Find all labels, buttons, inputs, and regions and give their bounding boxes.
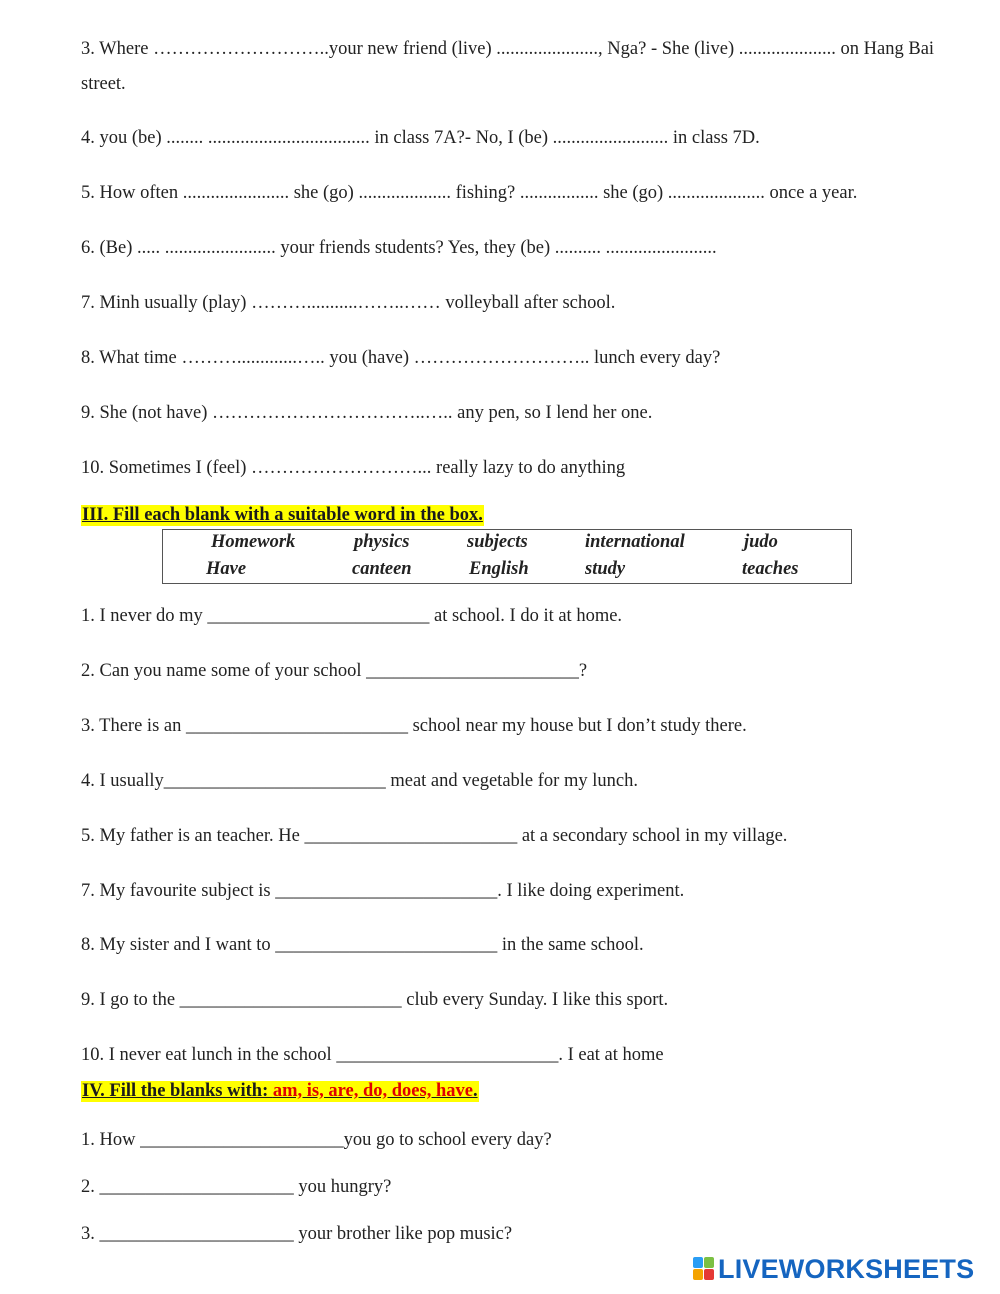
exercise-iii-item: 5. My father is an teacher. He _______________________ at a secondary school in my village. xyxy=(81,826,788,846)
exercise-iv-item: 1. How ______________________you go to school every day? xyxy=(81,1130,552,1150)
exercise-ii-item-10: 10. Sometimes I (feel) ………………………... really lazy to do anything xyxy=(81,458,626,478)
word-box-word: English xyxy=(469,559,529,579)
word-box-word: teaches xyxy=(742,559,799,579)
exercise-ii-item-9: 9. She (not have) ……………………………..….. any pen, so I lend her one. xyxy=(81,403,653,423)
exercise-ii-item-4: 4. you (be) ........ ................................... in class 7A?- No, I (be) ......................... in class 7D. xyxy=(81,128,760,148)
exercise-iii-item: 4. I usually________________________ meat and vegetable for my lunch. xyxy=(81,771,638,791)
exercise-iii-item: 8. My sister and I want to ________________________ in the same school. xyxy=(81,935,644,955)
exercise-ii-item-7: 7. Minh usually (play) ………...........……..…… volleyball after school. xyxy=(81,293,616,313)
word-box-word: judo xyxy=(744,532,778,552)
exercise-ii-item-3: 3. Where ………………………..your new friend (live) ......................, Nga? - She (live) ..................... on Hang Bai street. xyxy=(81,39,935,94)
section-iv-heading-suffix: . xyxy=(472,1081,478,1101)
blocks-icon xyxy=(693,1257,715,1281)
exercise-iii-item: 10. I never eat lunch in the school ________________________. I eat at home xyxy=(81,1045,664,1065)
section-iv-heading-words: am, is, are, do, does, have xyxy=(272,1081,473,1101)
word-box-word: physics xyxy=(354,532,410,552)
exercise-iii-item: 2. Can you name some of your school _______________________? xyxy=(81,661,588,681)
word-box-word: international xyxy=(585,532,685,552)
exercise-iii-item: 1. I never do my ________________________ at school. I do it at home. xyxy=(81,606,623,626)
section-iv-heading-prefix: IV. Fill the blanks with: xyxy=(82,1081,273,1101)
exercise-ii-item-6: 6. (Be) ..... ........................ your friends students? Yes, they (be) .......... ........................ xyxy=(81,238,717,258)
logo-text: LIVEWORKSHEETS xyxy=(718,1253,975,1284)
exercise-ii-item-8: 8. What time ……….............….. you (have) ……………………….. lunch every day? xyxy=(81,348,721,368)
word-box-word: Homework xyxy=(211,532,296,552)
word-box-word: study xyxy=(585,559,626,579)
exercise-iv-item: 3. _____________________ your brother like pop music? xyxy=(81,1224,513,1244)
exercise-iii-item: 7. My favourite subject is ________________________. I like doing experiment. xyxy=(81,881,685,901)
liveworksheets-logo xyxy=(693,1253,974,1285)
exercise-iii-item: 3. There is an ________________________ school near my house but I don’t study there. xyxy=(81,716,747,736)
exercise-iii-item: 9. I go to the ________________________ club every Sunday. I like this sport. xyxy=(81,990,669,1010)
word-box xyxy=(162,529,852,584)
section-iv-heading xyxy=(81,1081,479,1102)
word-box-word: canteen xyxy=(352,559,412,579)
word-box-word: Have xyxy=(206,559,247,579)
exercise-iv-item: 2. _____________________ you hungry? xyxy=(81,1177,392,1197)
section-iii-heading: III. Fill each blank with a suitable word in the box. xyxy=(82,505,483,525)
exercise-ii-item-5: 5. How often ....................... she (go) .................... fishing? ................. she (go) ..................... once a year. xyxy=(81,183,858,203)
word-box-word: subjects xyxy=(467,532,528,552)
